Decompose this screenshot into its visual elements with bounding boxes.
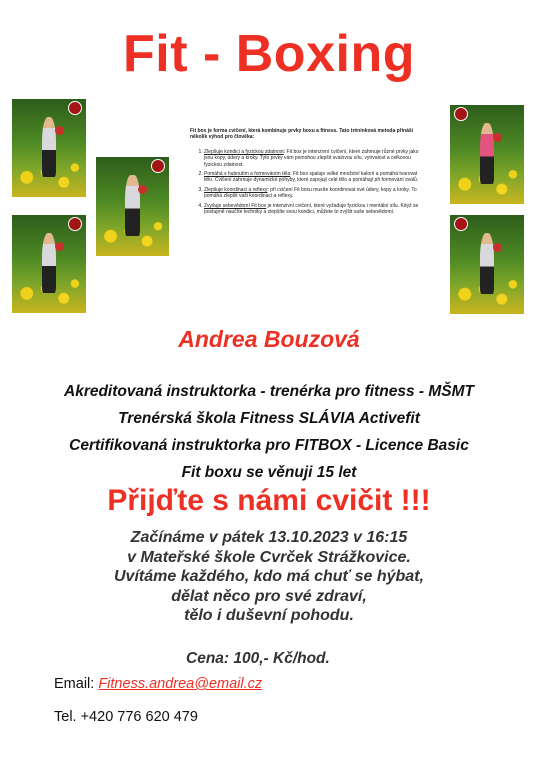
event-detail-line: tělo i duševní pohodu. bbox=[184, 607, 354, 624]
page-title: Fit - Boxing bbox=[123, 25, 415, 83]
benefit-item: 1. Zlepšuje kondici a fyzickou zdatnost: Fit box je intenzivní cvičení, které zahrnuje různé prvky jako jsou kopy, údery a kroky. Tyto prvky vám pomohou zlepšit svalovou sílu, vytrvalost a celkovou fyzickou zdatnost. bbox=[204, 149, 420, 168]
intro-paragraph: Fit box je forma cvičení, která kombinuje prvky boxu a fitness. Tato tréninková metoda přináší několik výhod pro člověka: bbox=[190, 128, 414, 141]
event-detail-line: v Mateřské škole Cvrček Strážkovice. bbox=[127, 548, 411, 566]
benefit-item: 4. Zvyšuje sebevědomí Fit box je intenzivní cvičení, které vyžaduje fyzickou i mentální sílu. Když se postupně naučíte techniky a zlepšíte svou kondici, můžete to zvýšit vaše sebevědomí. bbox=[204, 203, 420, 216]
benefits-list bbox=[190, 149, 420, 216]
event-detail-line: Začínáme v pátek 13.10.2023 v 16:15 bbox=[130, 529, 408, 546]
qualification-line: Certifikovaná instruktorka pro FITBOX - Licence Basic bbox=[69, 437, 469, 454]
event-details bbox=[0, 528, 538, 626]
instructor-name: Andrea Bouzová bbox=[178, 326, 360, 352]
qualification-line: Fit boxu se věnuji 15 let bbox=[181, 464, 357, 481]
intro-text-block bbox=[190, 128, 420, 218]
photo-instructor-guard bbox=[450, 215, 524, 314]
photo-instructor-lunge bbox=[12, 215, 86, 313]
qualification-line: Akreditovaná instruktorka - trenérka pro fitness - MŠMT bbox=[64, 383, 474, 400]
benefit-item: 2. Pomáhá s hubnutím a formováním těla: Fit box spaluje velké množství kalorií a pomáhá tvarovat tělo. Cvičení zahrnuje dynamické pohyby, které zapojují celé tělo a pomáhají při formování svalů. bbox=[204, 171, 420, 184]
photo-instructor-pink bbox=[450, 105, 524, 204]
photo-instructor-punch bbox=[96, 157, 169, 256]
photo-instructor-kick bbox=[12, 99, 86, 197]
benefit-item: 3. Zlepšuje koordinaci a reflexy: při cvičení Fit boxu musíte koordinovat své údery, kopy a kroky. To pomáhá zlepšit vaši koordinaci a reflexy. bbox=[204, 187, 420, 200]
qualification-line: Trenérská škola Fitness SLÁVIA Activefit bbox=[118, 410, 420, 427]
event-detail-line: dělat něco pro své zdraví, bbox=[171, 587, 367, 605]
phone-number: Tel. +420 776 620 479 bbox=[54, 709, 198, 725]
email-link[interactable]: Fitness.andrea@email.cz bbox=[98, 676, 263, 692]
email-label: Email: bbox=[54, 676, 95, 692]
price-text: Cena: 100,- Kč/hod. bbox=[186, 650, 330, 667]
call-to-action-heading: Přijďte s námi cvičit !!! bbox=[107, 484, 431, 517]
event-detail-line: Uvítáme každého, kdo má chuť se hýbat, bbox=[114, 568, 424, 585]
qualifications-list bbox=[0, 378, 538, 486]
email-line bbox=[54, 676, 262, 692]
